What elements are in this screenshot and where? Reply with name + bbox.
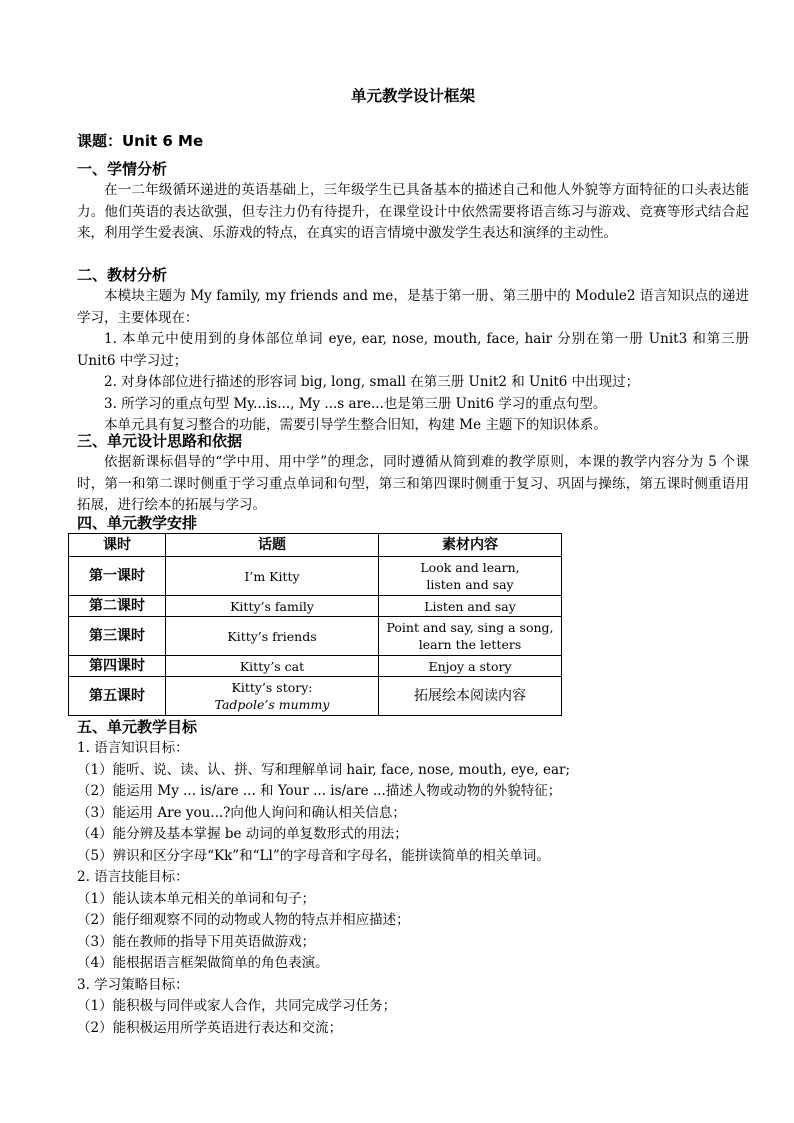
material-cell: Enjoy a story: [379, 656, 562, 677]
column-header: 话题: [166, 534, 379, 557]
document-title: 单元教学设计框架: [350, 87, 475, 105]
objective-item: （1）能听、说、读、认、拼、写和理解单词 hair, face, nose, mouth, eye, ear;: [77, 761, 571, 778]
topic-cell: Kitty’s family: [166, 596, 379, 617]
objective-item: （3）能运用 Are you...?向他人询问和确认相关信息；: [77, 804, 406, 821]
column-header: 素材内容: [379, 534, 562, 557]
section-schedule: [77, 512, 749, 534]
lesson-cell: 第三课时: [69, 617, 166, 656]
material-line: listen and say: [426, 577, 514, 592]
objective-item: （4）能根据语言框架做简单的角色表演。: [77, 955, 329, 971]
column-header: 课时: [69, 534, 166, 557]
table-row: [69, 617, 562, 656]
objective-item: （3）能在教师的指导下用英语做游戏；: [77, 933, 316, 950]
section-heading: 一、学情分析: [77, 160, 168, 178]
table-header-row: [69, 534, 562, 557]
paragraph: 本单元具有复习整合的功能，需要引导学生整合旧知，构建 Me 主题下的知识体系。: [104, 417, 607, 433]
list-item: 3. 所学习的重点句型 My...is..., My ...s are...也是第三册 Unit6 学习的重点句型。: [104, 395, 607, 412]
section-heading: 二、教材分析: [77, 266, 168, 284]
objective-item: （2）能仔细观察不同的动物或人物的特点并相应描述；: [77, 912, 410, 928]
section-textbook-analysis: [77, 264, 749, 437]
objective-item: （1）能认读本单元相关的单词和句子；: [77, 890, 316, 907]
table-row: [69, 677, 562, 716]
paragraph: 依据新课标倡导的“学中用、用中学”的理念，同时遵循从简到难的教学原则，本课的教学内容分为 5 个课时，第一和第二课时侧重于学习重点单词和句型，第三和第四课时侧重于复习、巩固与操练，第五课时侧重语用拓展，进行绘本的拓展与学习。: [77, 454, 749, 513]
section-learner-analysis: [77, 158, 749, 245]
schedule-table: [68, 533, 562, 716]
section-heading: 五、单元教学目标: [77, 718, 198, 736]
topic-line: Tadpole’s mummy: [214, 697, 330, 712]
section-objectives: [77, 716, 749, 1039]
material-cell: 拓展绘本阅读内容: [379, 677, 562, 716]
objective-item: （4）能分辨及基本掌握 be 动词的单复数形式的用法；: [77, 826, 408, 842]
list-item: 2. 对身体部位进行描述的形容词 big, long, small 在第三册 Unit2 和 Unit6 中出现过；: [104, 374, 640, 390]
objective-item: （5）辨识和区分字母“Kk”和“Ll”的字母音和字母名，能拼读简单的相关单词。: [77, 847, 550, 864]
topic-line: Kitty’s story:: [231, 680, 313, 695]
objective-group-title: 1. 语言知识目标：: [77, 740, 189, 756]
material-line: Point and say, sing a song,: [386, 620, 554, 635]
topic-cell: Kitty’s cat: [166, 656, 379, 677]
lesson-cell: 第一课时: [69, 557, 166, 596]
topic-cell: Kitty’s friends: [166, 617, 379, 656]
objective-item: （1）能积极与同伴或家人合作，共同完成学习任务；: [77, 998, 397, 1014]
course-title: 课题：Unit 6 Me: [77, 132, 204, 150]
material-line: learn the letters: [418, 637, 522, 652]
paragraph: 在一二年级循环递进的英语基础上，三年级学生已具备基本的描述自己和他人外貌等方面特征的口头表达能力。他们英语的表达欲强，但专注力仍有待提升，在课堂设计中依然需要将语言练习与游戏、竞赛等形式结合起来，利用学生爱表演、乐游戏的特点，在真实的语言情境中激发学生表达和演绎的主动性。: [77, 182, 749, 241]
objective-item: （2）能运用 My ... is/are ... 和 Your ... is/are ...描述人物或动物的外貌特征；: [77, 783, 562, 799]
topic-cell: I’m Kitty: [166, 557, 379, 596]
section-heading: 四、单元教学安排: [77, 514, 198, 532]
section-heading: 三、单元设计思路和依据: [77, 432, 243, 450]
material-line: Look and learn,: [420, 560, 520, 575]
lesson-cell: 第四课时: [69, 656, 166, 677]
topic-cell: [166, 677, 379, 716]
material-cell: [379, 557, 562, 596]
table-row: [69, 557, 562, 596]
lesson-cell: 第二课时: [69, 596, 166, 617]
material-cell: [379, 617, 562, 656]
list-item: 1. 本单元中使用到的身体部位单词 eye, ear, nose, mouth, face, hair 分别在第一册 Unit3 和第三册 Unit6 中学习过；: [77, 331, 749, 369]
section-design-rationale: [77, 430, 749, 517]
objective-group-title: 3. 学习策略目标：: [77, 976, 189, 993]
objective-item: （2）能积极运用所学英语进行表达和交流；: [77, 1019, 343, 1036]
objective-group-title: 2. 语言技能目标：: [77, 869, 189, 885]
lesson-cell: 第五课时: [69, 677, 166, 716]
paragraph: 本模块主题为 My family, my friends and me，是基于第一册、第三册中的 Module2 语言知识点的递进学习，主要体现在：: [77, 288, 749, 326]
table-row: [69, 596, 562, 617]
table-row: [69, 656, 562, 677]
material-cell: Listen and say: [379, 596, 562, 617]
